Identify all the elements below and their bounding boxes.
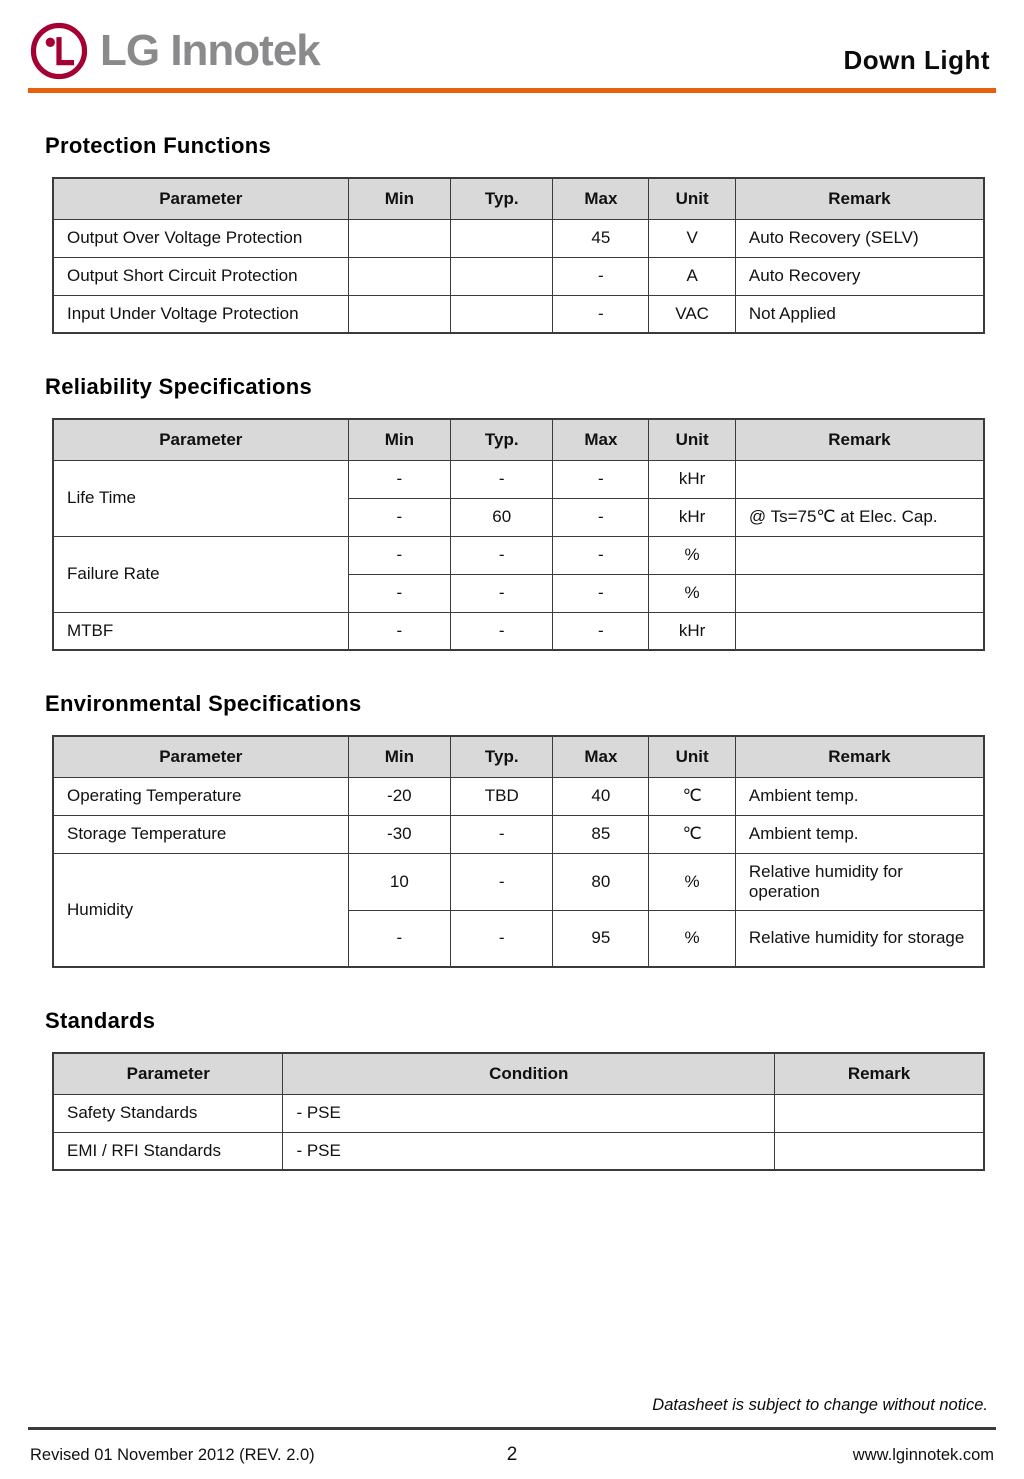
column-header-min: Min	[348, 178, 450, 219]
column-header-remark: Remark	[735, 178, 984, 219]
column-header-typ: Typ.	[451, 178, 553, 219]
column-header-max: Max	[553, 178, 649, 219]
cell-min: -30	[348, 815, 450, 853]
cell-parameter: Input Under Voltage Protection	[53, 295, 348, 333]
cell-typ: -	[451, 910, 553, 967]
column-header-typ: Typ.	[451, 419, 553, 460]
cell-remark	[735, 536, 984, 574]
cell-parameter: Storage Temperature	[53, 815, 348, 853]
cell-min: -	[348, 498, 450, 536]
cell-unit: ℃	[649, 777, 736, 815]
cell-remark: Relative humidity for storage	[735, 910, 984, 967]
cell-typ	[451, 257, 553, 295]
cell-unit: ℃	[649, 815, 736, 853]
cell-remark: @ Ts=75℃ at Elec. Cap.	[735, 498, 984, 536]
cell-parameter: Failure Rate	[53, 536, 348, 612]
header-row	[53, 1053, 984, 1094]
cell-parameter: Output Short Circuit Protection	[53, 257, 348, 295]
cell-min: -	[348, 574, 450, 612]
section-environmental	[0, 691, 1024, 968]
header-row	[53, 178, 984, 219]
column-header-remark: Remark	[735, 419, 984, 460]
column-header-typ: Typ.	[451, 736, 553, 777]
cell-max: 85	[553, 815, 649, 853]
column-header-unit: Unit	[649, 178, 736, 219]
cell-max: 40	[553, 777, 649, 815]
cell-typ: 60	[451, 498, 553, 536]
page-number: 2	[506, 1444, 518, 1465]
table-row	[53, 1132, 984, 1170]
column-header-condition: Condition	[283, 1053, 775, 1094]
cell-min	[348, 257, 450, 295]
section-title-standards: Standards	[45, 1008, 156, 1033]
protection-table	[52, 177, 985, 334]
cell-max: -	[553, 612, 649, 650]
cell-parameter: Safety Standards	[53, 1094, 283, 1132]
column-header-remark: Remark	[735, 736, 984, 777]
environmental-table	[52, 735, 985, 968]
change-notice: Datasheet is subject to change without notice.	[652, 1396, 988, 1414]
cell-parameter: Output Over Voltage Protection	[53, 219, 348, 257]
column-header-unit: Unit	[649, 736, 736, 777]
protection-table-wrap	[52, 177, 985, 334]
footer-bar	[30, 1444, 994, 1466]
section-title-environmental: Environmental Specifications	[45, 691, 362, 716]
website-url: www.lginnotek.com	[852, 1445, 995, 1464]
header-row	[53, 419, 984, 460]
cell-min	[348, 219, 450, 257]
cell-min: -	[348, 612, 450, 650]
cell-typ: -	[451, 853, 553, 910]
table-row	[53, 612, 984, 650]
column-header-max: Max	[553, 419, 649, 460]
cell-remark: Ambient temp.	[735, 815, 984, 853]
cell-max: -	[553, 498, 649, 536]
cell-typ: -	[451, 574, 553, 612]
table-row	[53, 1094, 984, 1132]
cell-max: -	[553, 460, 649, 498]
table-row	[53, 536, 984, 574]
lg-logo-icon	[30, 22, 88, 80]
cell-parameter: MTBF	[53, 612, 348, 650]
section-title-reliability: Reliability Specifications	[45, 374, 312, 399]
cell-unit: %	[649, 574, 736, 612]
cell-unit: kHr	[649, 460, 736, 498]
cell-remark: Relative humidity for operation	[735, 853, 984, 910]
cell-unit: A	[649, 257, 736, 295]
table-row	[53, 295, 984, 333]
cell-unit: VAC	[649, 295, 736, 333]
column-header-min: Min	[348, 419, 450, 460]
cell-max: -	[553, 257, 649, 295]
cell-parameter: Life Time	[53, 460, 348, 536]
cell-typ: -	[451, 536, 553, 574]
cell-min: -20	[348, 777, 450, 815]
cell-max: 80	[553, 853, 649, 910]
cell-typ: -	[451, 815, 553, 853]
header-row	[53, 736, 984, 777]
standards-table	[52, 1052, 985, 1171]
table-row	[53, 777, 984, 815]
footer-divider	[28, 1427, 996, 1430]
table-row	[53, 815, 984, 853]
cell-remark: Auto Recovery	[735, 257, 984, 295]
standards-table-wrap	[52, 1052, 985, 1171]
section-reliability	[0, 374, 1024, 651]
cell-typ: TBD	[451, 777, 553, 815]
cell-max: 45	[553, 219, 649, 257]
cell-unit: kHr	[649, 612, 736, 650]
table-row	[53, 257, 984, 295]
brand-wordmark: LG Innotek	[100, 26, 320, 75]
column-header-unit: Unit	[649, 419, 736, 460]
column-header-parameter: Parameter	[53, 1053, 283, 1094]
cell-condition: - PSE	[283, 1094, 775, 1132]
reliability-table-wrap	[52, 418, 985, 651]
cell-max: -	[553, 295, 649, 333]
column-header-parameter: Parameter	[53, 419, 348, 460]
cell-remark	[775, 1094, 984, 1132]
cell-typ	[451, 295, 553, 333]
cell-condition: - PSE	[283, 1132, 775, 1170]
cell-remark	[735, 612, 984, 650]
section-protection	[0, 133, 1024, 334]
cell-remark	[735, 460, 984, 498]
cell-remark	[775, 1132, 984, 1170]
cell-typ: -	[451, 460, 553, 498]
cell-unit: %	[649, 910, 736, 967]
brand-logo	[30, 22, 320, 80]
cell-parameter: Humidity	[53, 853, 348, 967]
reliability-table	[52, 418, 985, 651]
cell-min	[348, 295, 450, 333]
column-header-parameter: Parameter	[53, 178, 348, 219]
cell-max: -	[553, 574, 649, 612]
revision-info: Revised 01 November 2012 (REV. 2.0)	[30, 1445, 315, 1464]
cell-parameter: Operating Temperature	[53, 777, 348, 815]
cell-parameter: EMI / RFI Standards	[53, 1132, 283, 1170]
cell-unit: %	[649, 536, 736, 574]
section-title-protection: Protection Functions	[45, 133, 271, 158]
cell-remark: Auto Recovery (SELV)	[735, 219, 984, 257]
cell-remark: Not Applied	[735, 295, 984, 333]
header-divider	[28, 88, 996, 93]
cell-max: 95	[553, 910, 649, 967]
column-header-min: Min	[348, 736, 450, 777]
column-header-parameter: Parameter	[53, 736, 348, 777]
cell-remark	[735, 574, 984, 612]
cell-unit: V	[649, 219, 736, 257]
cell-remark: Ambient temp.	[735, 777, 984, 815]
cell-unit: %	[649, 853, 736, 910]
cell-min: 10	[348, 853, 450, 910]
table-row	[53, 460, 984, 498]
cell-typ	[451, 219, 553, 257]
table-row	[53, 853, 984, 910]
environmental-table-wrap	[52, 735, 985, 968]
column-header-remark: Remark	[775, 1053, 984, 1094]
document-title: Down Light	[843, 45, 990, 75]
column-header-max: Max	[553, 736, 649, 777]
cell-typ: -	[451, 612, 553, 650]
cell-min: -	[348, 536, 450, 574]
cell-max: -	[553, 536, 649, 574]
table-row	[53, 219, 984, 257]
cell-min: -	[348, 910, 450, 967]
cell-min: -	[348, 460, 450, 498]
cell-unit: kHr	[649, 498, 736, 536]
section-standards	[0, 1008, 1024, 1171]
page-header	[0, 0, 1024, 88]
